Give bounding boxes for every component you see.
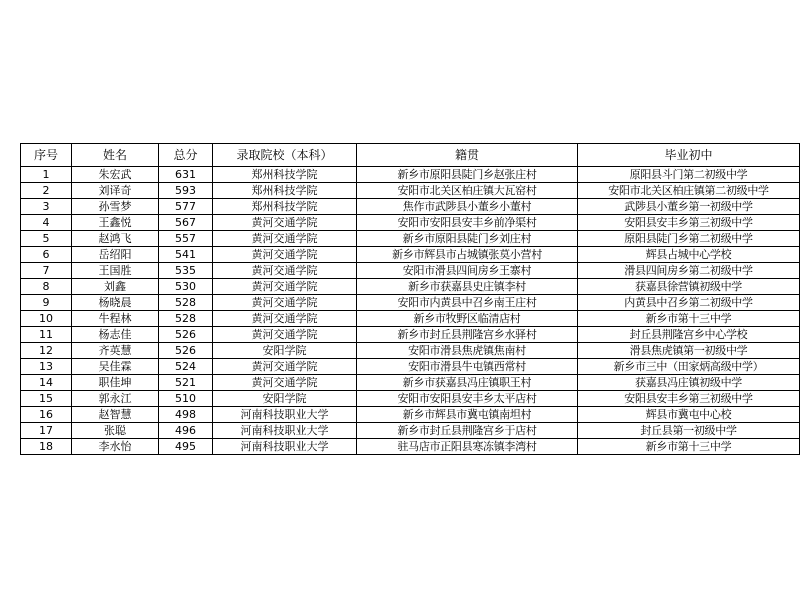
cell-middle-school: 辉县市冀屯中心校 [578, 407, 800, 423]
header-cell-index: 序号 [21, 144, 72, 167]
cell-college: 河南科技职业大学 [213, 439, 357, 455]
admission-table [20, 143, 800, 455]
cell-middle-school: 封丘县荆隆宫乡中心学校 [578, 327, 800, 343]
cell-origin: 新乡市原阳县陡门乡刘庄村 [357, 231, 578, 247]
cell-name: 王国胜 [72, 263, 159, 279]
header-cell-college: 录取院校（本科） [213, 144, 357, 167]
cell-index: 11 [21, 327, 72, 343]
cell-score: 530 [159, 279, 213, 295]
cell-middle-school: 原阳县斗门第二初级中学 [578, 167, 800, 183]
table-row [21, 311, 800, 327]
table-row [21, 295, 800, 311]
cell-name: 郭永江 [72, 391, 159, 407]
table-row [21, 279, 800, 295]
cell-college: 郑州科技学院 [213, 199, 357, 215]
cell-middle-school: 辉县占城中心学校 [578, 247, 800, 263]
cell-origin: 驻马店市正阳县寒冻镇李湾村 [357, 439, 578, 455]
cell-college: 黄河交通学院 [213, 295, 357, 311]
cell-index: 16 [21, 407, 72, 423]
table-row [21, 263, 800, 279]
cell-origin: 新乡市辉县市占城镇张莫小营村 [357, 247, 578, 263]
table-row [21, 423, 800, 439]
cell-college: 安阳学院 [213, 343, 357, 359]
cell-middle-school: 封丘县第一初级中学 [578, 423, 800, 439]
cell-score: 567 [159, 215, 213, 231]
cell-index: 12 [21, 343, 72, 359]
cell-score: 496 [159, 423, 213, 439]
cell-college: 黄河交通学院 [213, 215, 357, 231]
cell-college: 郑州科技学院 [213, 183, 357, 199]
cell-name: 岳绍阳 [72, 247, 159, 263]
cell-name: 齐英慧 [72, 343, 159, 359]
cell-name: 孙雪梦 [72, 199, 159, 215]
cell-middle-school: 安阳县安丰乡第三初级中学 [578, 391, 800, 407]
cell-index: 7 [21, 263, 72, 279]
cell-middle-school: 安阳市北关区柏庄镇第二初级中学 [578, 183, 800, 199]
cell-middle-school: 滑县四间房乡第二初级中学 [578, 263, 800, 279]
cell-name: 杨晓晨 [72, 295, 159, 311]
cell-score: 510 [159, 391, 213, 407]
cell-score: 557 [159, 231, 213, 247]
table-row [21, 375, 800, 391]
cell-origin: 安阳市滑县四间房乡王寨村 [357, 263, 578, 279]
cell-college: 黄河交通学院 [213, 375, 357, 391]
cell-score: 577 [159, 199, 213, 215]
cell-origin: 新乡市封丘县荆隆宫乡于店村 [357, 423, 578, 439]
cell-index: 8 [21, 279, 72, 295]
table-row [21, 183, 800, 199]
cell-score: 524 [159, 359, 213, 375]
cell-index: 18 [21, 439, 72, 455]
cell-score: 528 [159, 295, 213, 311]
cell-name: 杨志佳 [72, 327, 159, 343]
cell-score: 541 [159, 247, 213, 263]
cell-origin: 新乡市牧野区临清店村 [357, 311, 578, 327]
cell-score: 526 [159, 327, 213, 343]
header-cell-origin: 籍贯 [357, 144, 578, 167]
cell-score: 526 [159, 343, 213, 359]
cell-index: 17 [21, 423, 72, 439]
cell-college: 黄河交通学院 [213, 263, 357, 279]
cell-score: 593 [159, 183, 213, 199]
cell-origin: 安阳市安阳县安丰乡太平店村 [357, 391, 578, 407]
header-row [21, 144, 800, 167]
table-body [21, 167, 800, 455]
cell-middle-school: 新乡市第十三中学 [578, 311, 800, 327]
cell-name: 张聪 [72, 423, 159, 439]
cell-index: 14 [21, 375, 72, 391]
cell-origin: 焦作市武陟县小董乡小董村 [357, 199, 578, 215]
cell-name: 赵智慧 [72, 407, 159, 423]
cell-name: 牛程林 [72, 311, 159, 327]
cell-name: 职佳坤 [72, 375, 159, 391]
table-row [21, 407, 800, 423]
cell-college: 黄河交通学院 [213, 359, 357, 375]
cell-origin: 新乡市获嘉县史庄镇李村 [357, 279, 578, 295]
table-header [21, 144, 800, 167]
cell-name: 刘译奇 [72, 183, 159, 199]
cell-middle-school: 新乡市三中（田家炳高级中学） [578, 359, 800, 375]
cell-origin: 新乡市获嘉县冯庄镇职王村 [357, 375, 578, 391]
cell-index: 15 [21, 391, 72, 407]
cell-index: 13 [21, 359, 72, 375]
table-row [21, 343, 800, 359]
cell-name: 吴佳霖 [72, 359, 159, 375]
header-cell-score: 总分 [159, 144, 213, 167]
cell-score: 521 [159, 375, 213, 391]
cell-college: 黄河交通学院 [213, 247, 357, 263]
cell-name: 刘鑫 [72, 279, 159, 295]
cell-college: 安阳学院 [213, 391, 357, 407]
cell-middle-school: 滑县焦虎镇第一初级中学 [578, 343, 800, 359]
cell-origin: 安阳市滑县焦虎镇焦南村 [357, 343, 578, 359]
cell-middle-school: 获嘉县冯庄镇初级中学 [578, 375, 800, 391]
cell-score: 528 [159, 311, 213, 327]
table-row [21, 199, 800, 215]
cell-origin: 新乡市辉县市冀屯镇南坦村 [357, 407, 578, 423]
cell-name: 赵鸿飞 [72, 231, 159, 247]
cell-origin: 新乡市原阳县陡门乡赵张庄村 [357, 167, 578, 183]
cell-index: 4 [21, 215, 72, 231]
cell-name: 王鑫悦 [72, 215, 159, 231]
cell-index: 1 [21, 167, 72, 183]
cell-name: 李水怡 [72, 439, 159, 455]
table-row [21, 439, 800, 455]
cell-index: 9 [21, 295, 72, 311]
cell-middle-school: 武陟县小董乡第一初级中学 [578, 199, 800, 215]
cell-origin: 安阳市滑县牛屯镇西常村 [357, 359, 578, 375]
cell-index: 6 [21, 247, 72, 263]
cell-college: 黄河交通学院 [213, 279, 357, 295]
table-row [21, 391, 800, 407]
cell-college: 河南科技职业大学 [213, 423, 357, 439]
cell-origin: 安阳市内黄县中召乡南王庄村 [357, 295, 578, 311]
table-row [21, 215, 800, 231]
cell-index: 2 [21, 183, 72, 199]
header-cell-name: 姓名 [72, 144, 159, 167]
cell-middle-school: 安阳县安丰乡第三初级中学 [578, 215, 800, 231]
cell-middle-school: 内黄县中召乡第二初级中学 [578, 295, 800, 311]
cell-college: 黄河交通学院 [213, 311, 357, 327]
cell-middle-school: 获嘉县徐营镇初级中学 [578, 279, 800, 295]
cell-college: 黄河交通学院 [213, 231, 357, 247]
header-cell-middle-school: 毕业初中 [578, 144, 800, 167]
table-row [21, 247, 800, 263]
cell-college: 郑州科技学院 [213, 167, 357, 183]
cell-score: 498 [159, 407, 213, 423]
cell-index: 3 [21, 199, 72, 215]
table-row [21, 359, 800, 375]
cell-score: 631 [159, 167, 213, 183]
cell-name: 朱宏武 [72, 167, 159, 183]
cell-middle-school: 原阳县陡门乡第二初级中学 [578, 231, 800, 247]
cell-college: 河南科技职业大学 [213, 407, 357, 423]
cell-middle-school: 新乡市第十三中学 [578, 439, 800, 455]
cell-origin: 安阳市安阳县安丰乡前净渠村 [357, 215, 578, 231]
cell-index: 5 [21, 231, 72, 247]
table-row [21, 167, 800, 183]
cell-score: 495 [159, 439, 213, 455]
table-row [21, 231, 800, 247]
cell-origin: 安阳市北关区柏庄镇大瓦窑村 [357, 183, 578, 199]
cell-college: 黄河交通学院 [213, 327, 357, 343]
cell-origin: 新乡市封丘县荆隆宫乡水驿村 [357, 327, 578, 343]
cell-index: 10 [21, 311, 72, 327]
table-row [21, 327, 800, 343]
cell-score: 535 [159, 263, 213, 279]
